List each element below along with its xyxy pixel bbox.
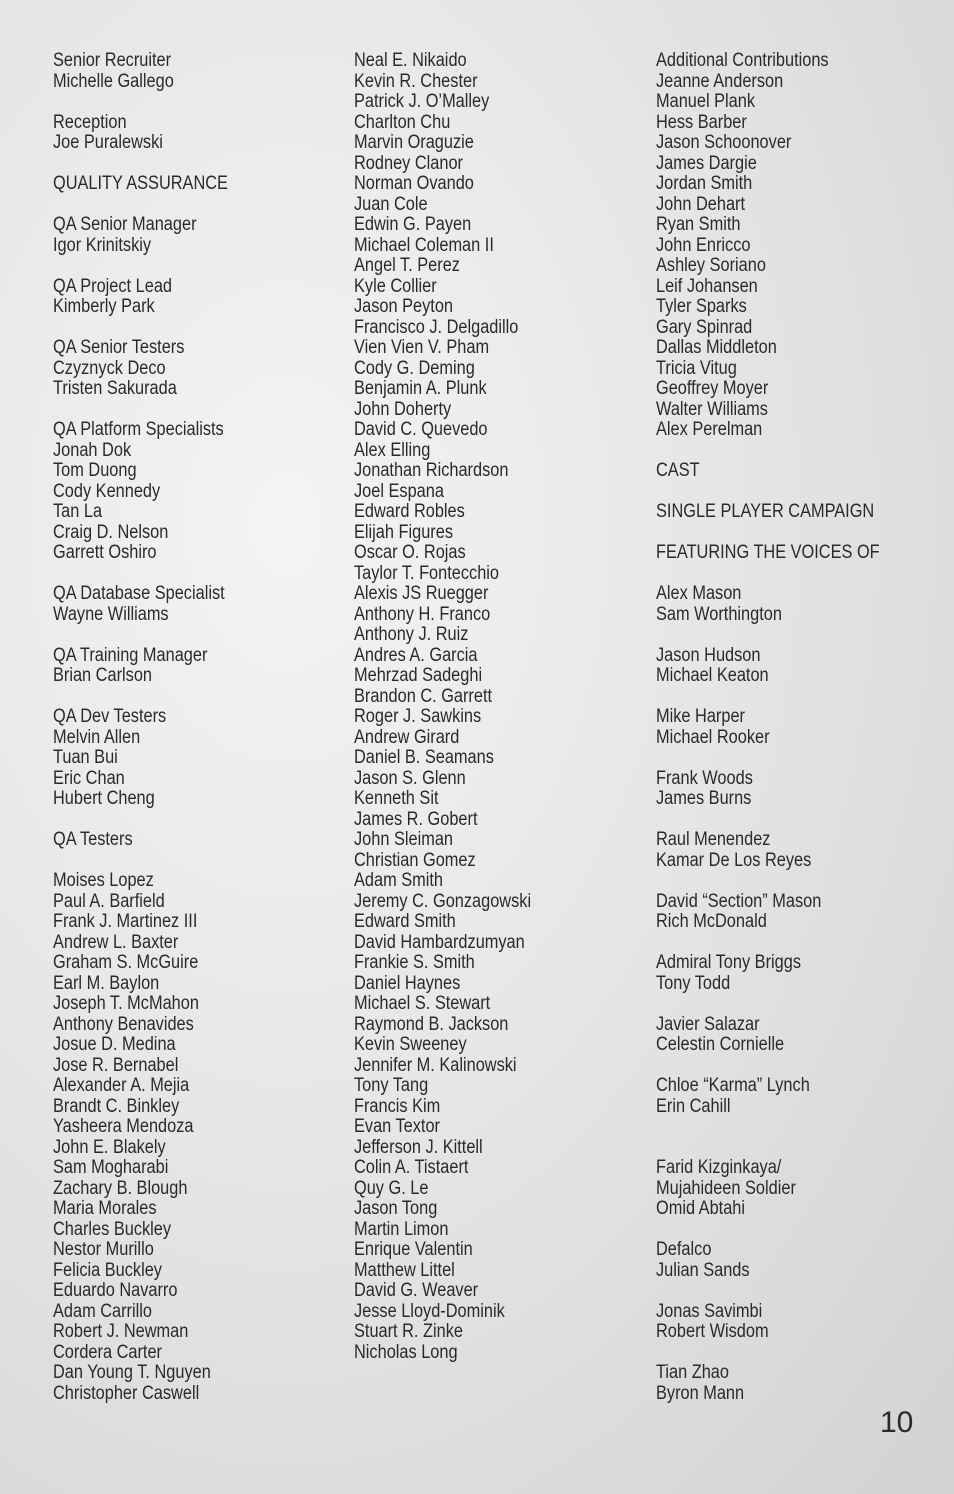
section-heading: QUALITY ASSURANCE bbox=[53, 173, 228, 194]
credit-line: Colin A. Tistaert bbox=[354, 1157, 469, 1178]
credit-line: Brian Carlson bbox=[53, 665, 152, 686]
credit-line: Frank J. Martinez III bbox=[53, 911, 198, 932]
credit-line: David Hambardzumyan bbox=[354, 931, 525, 953]
credit-line: James Dargie bbox=[656, 152, 757, 174]
credit-line: Tricia Vitug bbox=[656, 357, 737, 379]
spacer bbox=[656, 1343, 916, 1364]
credit-line: Norman Ovando bbox=[354, 173, 474, 194]
credit-line: Daniel Haynes bbox=[354, 972, 461, 994]
credit-line: Tony Todd bbox=[656, 972, 731, 994]
credit-line: Javier Salazar bbox=[656, 1013, 760, 1035]
credit-line: Brandt C. Binkley bbox=[53, 1095, 180, 1117]
credit-line: Anthony Benavides bbox=[53, 1013, 194, 1035]
credit-line: Eric Chan bbox=[53, 767, 125, 789]
credit-line: Zachary B. Blough bbox=[53, 1177, 188, 1199]
credit-line: Edward Smith bbox=[354, 911, 456, 932]
credit-line: James Burns bbox=[656, 788, 752, 809]
credit-line: Jason Schoonover bbox=[656, 132, 792, 153]
credit-line: Raul Menendez bbox=[656, 829, 771, 850]
spacer bbox=[656, 933, 916, 954]
credit-line: Taylor T. Fontecchio bbox=[354, 562, 500, 584]
credit-line: Anthony H. Franco bbox=[354, 603, 491, 625]
credit-line: Marvin Oraguzie bbox=[354, 132, 474, 153]
credit-line: Cordera Carter bbox=[53, 1341, 162, 1363]
spacer bbox=[656, 1056, 916, 1077]
credit-line: Kevin Sweeney bbox=[354, 1034, 467, 1055]
credit-line: Tyler Sparks bbox=[656, 296, 747, 317]
credit-line: Earl M. Baylon bbox=[53, 972, 160, 994]
credit-line: Alex Perelman bbox=[656, 419, 763, 440]
credit-line: Walter Williams bbox=[656, 398, 768, 420]
credit-line: Adam Smith bbox=[354, 870, 443, 891]
credit-line: Eduardo Navarro bbox=[53, 1280, 178, 1301]
credit-line: Igor Krinitskiy bbox=[53, 234, 152, 256]
credit-line: Michael Keaton bbox=[656, 665, 769, 686]
credit-line: Chloe “Karma” Lynch bbox=[656, 1075, 810, 1096]
credits-column-3 bbox=[656, 51, 916, 1404]
credit-line: Quy G. Le bbox=[354, 1177, 429, 1199]
credit-line: Graham S. McGuire bbox=[53, 952, 199, 973]
credit-line: Jonah Dok bbox=[53, 439, 132, 461]
spacer bbox=[656, 810, 916, 831]
spacer bbox=[53, 625, 256, 646]
credit-line: QA Training Manager bbox=[53, 644, 208, 666]
credit-line: Hess Barber bbox=[656, 111, 747, 133]
credit-line: Senior Recruiter bbox=[53, 50, 172, 71]
credit-line: Enrique Valentin bbox=[354, 1239, 473, 1260]
section-heading: CAST bbox=[656, 460, 700, 481]
spacer bbox=[53, 154, 256, 175]
credit-line: QA Platform Specialists bbox=[53, 419, 224, 440]
spacer bbox=[656, 748, 916, 769]
credit-line: Tan La bbox=[53, 501, 103, 522]
credit-line: Manuel Plank bbox=[656, 91, 756, 112]
spacer bbox=[656, 1117, 916, 1138]
credits-column-1 bbox=[53, 51, 256, 1404]
credit-line: Rich McDonald bbox=[656, 911, 767, 932]
credit-line: Jonas Savimbi bbox=[656, 1300, 763, 1322]
credit-line: Tom Duong bbox=[53, 460, 137, 481]
credit-line: Additional Contributions bbox=[656, 50, 829, 71]
credit-line: Reception bbox=[53, 111, 127, 133]
credit-line: Frankie S. Smith bbox=[354, 952, 475, 973]
spacer bbox=[656, 687, 916, 708]
credit-line: QA Senior Manager bbox=[53, 214, 197, 235]
credit-line: QA Testers bbox=[53, 829, 133, 850]
credit-line: Felicia Buckley bbox=[53, 1259, 162, 1281]
credit-line: Elijah Figures bbox=[354, 521, 453, 543]
credit-line: Jeanne Anderson bbox=[656, 70, 784, 92]
credit-line: Juan Cole bbox=[354, 193, 428, 215]
credit-line: Mike Harper bbox=[656, 706, 745, 727]
credit-line: Jonathan Richardson bbox=[354, 460, 509, 481]
credit-line: Joel Espana bbox=[354, 480, 444, 502]
credit-line: Nestor Murillo bbox=[53, 1239, 154, 1260]
spacer bbox=[53, 195, 256, 216]
credit-line: Jason Tong bbox=[354, 1198, 438, 1219]
spacer bbox=[656, 1281, 916, 1302]
credit-line: Alex Elling bbox=[354, 439, 431, 461]
credit-line: Geoffrey Moyer bbox=[656, 378, 769, 399]
credit-line: Ryan Smith bbox=[656, 214, 741, 235]
spacer bbox=[656, 523, 916, 544]
credit-line: Andres A. Garcia bbox=[354, 644, 478, 666]
credit-line: Jason S. Glenn bbox=[354, 767, 466, 789]
spacer bbox=[53, 400, 256, 421]
credit-line: David G. Weaver bbox=[354, 1280, 479, 1301]
section-heading: SINGLE PLAYER CAMPAIGN bbox=[656, 501, 875, 522]
credit-line: Garrett Oshiro bbox=[53, 542, 157, 563]
spacer bbox=[656, 994, 916, 1015]
credit-line: Julian Sands bbox=[656, 1259, 750, 1281]
credit-line: Jeremy C. Gonzagowski bbox=[354, 890, 532, 912]
credit-line: Joe Puralewski bbox=[53, 132, 163, 153]
credit-line: Jose R. Bernabel bbox=[53, 1054, 179, 1076]
credit-line: QA Project Lead bbox=[53, 275, 173, 297]
credit-line: John Enricco bbox=[656, 234, 751, 256]
credit-line: Yasheera Mendoza bbox=[53, 1116, 194, 1137]
credit-line: Paul A. Barfield bbox=[53, 890, 165, 912]
credit-line: QA Dev Testers bbox=[53, 706, 167, 727]
credit-line: Josue D. Medina bbox=[53, 1034, 176, 1055]
credit-line: Joseph T. McMahon bbox=[53, 993, 199, 1014]
credit-line: Raymond B. Jackson bbox=[354, 1013, 509, 1035]
credit-line: Evan Textor bbox=[354, 1116, 440, 1137]
credit-line: Frank Woods bbox=[656, 767, 753, 789]
credit-line: Jennifer M. Kalinowski bbox=[354, 1054, 517, 1076]
credit-line: Jesse Lloyd-Dominik bbox=[354, 1300, 505, 1322]
credit-line: Patrick J. O’Malley bbox=[354, 91, 490, 112]
credit-line: Edwin G. Payen bbox=[354, 214, 472, 235]
credit-line: Craig D. Nelson bbox=[53, 521, 169, 543]
credit-line: Christopher Caswell bbox=[53, 1382, 200, 1404]
credit-line: Leif Johansen bbox=[656, 275, 758, 297]
spacer bbox=[53, 687, 256, 708]
credit-line: Ashley Soriano bbox=[656, 255, 766, 276]
credit-line: Jordan Smith bbox=[656, 173, 753, 194]
credit-line: Sam Worthington bbox=[656, 603, 782, 625]
credit-line: Czyznyck Deco bbox=[53, 357, 166, 379]
credit-line: Jason Hudson bbox=[656, 644, 761, 666]
credit-line: Michelle Gallego bbox=[53, 70, 174, 92]
spacer bbox=[656, 1138, 916, 1159]
credit-line: Maria Morales bbox=[53, 1198, 157, 1219]
credit-line: John Dehart bbox=[656, 193, 746, 215]
credit-line: Omid Abtahi bbox=[656, 1198, 746, 1219]
credit-line: Kenneth Sit bbox=[354, 788, 439, 809]
credit-line: Neal E. Nikaido bbox=[354, 50, 467, 71]
credit-line: Francisco J. Delgadillo bbox=[354, 316, 519, 338]
credit-line: John E. Blakely bbox=[53, 1136, 166, 1158]
credit-line: Alex Mason bbox=[656, 583, 742, 604]
credit-line: Stuart R. Zinke bbox=[354, 1321, 463, 1342]
spacer bbox=[656, 1220, 916, 1241]
credit-line: Edward Robles bbox=[354, 501, 465, 522]
credit-line: John Sleiman bbox=[354, 829, 454, 850]
spacer bbox=[656, 482, 916, 503]
credit-line: Michael Coleman II bbox=[354, 234, 494, 256]
credit-line: Mujahideen Soldier bbox=[656, 1177, 796, 1199]
credit-line: Kamar De Los Reyes bbox=[656, 849, 812, 871]
credit-line: Erin Cahill bbox=[656, 1095, 731, 1117]
credit-line: Tristen Sakurada bbox=[53, 378, 177, 399]
credit-line: Francis Kim bbox=[354, 1095, 441, 1117]
spacer bbox=[53, 851, 256, 872]
credit-line: Michael Rooker bbox=[656, 726, 770, 748]
credit-line: Tony Tang bbox=[354, 1075, 429, 1096]
credit-line: Tuan Bui bbox=[53, 747, 118, 768]
credit-line: Cody Kennedy bbox=[53, 480, 161, 502]
credit-line: Benjamin A. Plunk bbox=[354, 378, 487, 399]
credit-line: Andrew Girard bbox=[354, 726, 460, 748]
credits-column-2 bbox=[354, 51, 560, 1363]
credit-line: Hubert Cheng bbox=[53, 788, 155, 809]
credit-line: Kevin R. Chester bbox=[354, 70, 478, 92]
credit-line: Angel T. Perez bbox=[354, 255, 460, 276]
credit-line: Mehrzad Sadeghi bbox=[354, 665, 483, 686]
credit-line: QA Senior Testers bbox=[53, 337, 185, 358]
spacer bbox=[656, 441, 916, 462]
spacer bbox=[656, 625, 916, 646]
credit-line: Farid Kizginkaya/ bbox=[656, 1157, 782, 1178]
credit-line: Gary Spinrad bbox=[656, 316, 753, 338]
spacer bbox=[53, 810, 256, 831]
spacer bbox=[53, 318, 256, 339]
credit-line: Oscar O. Rojas bbox=[354, 542, 466, 563]
credit-line: Moises Lopez bbox=[53, 870, 154, 891]
credit-line: Charles Buckley bbox=[53, 1218, 172, 1240]
credit-line: Dan Young T. Nguyen bbox=[53, 1362, 211, 1383]
credit-line: Vien Vien V. Pham bbox=[354, 337, 490, 358]
spacer bbox=[53, 256, 256, 277]
credit-line: Anthony J. Ruiz bbox=[354, 624, 469, 645]
credit-line: QA Database Specialist bbox=[53, 583, 225, 604]
credit-line: Byron Mann bbox=[656, 1382, 745, 1404]
credit-line: James R. Gobert bbox=[354, 808, 478, 830]
credit-line: Defalco bbox=[656, 1239, 712, 1260]
credit-line: John Doherty bbox=[354, 398, 452, 420]
spacer bbox=[53, 92, 256, 113]
spacer bbox=[656, 564, 916, 585]
credit-line: Robert Wisdom bbox=[656, 1321, 769, 1342]
credit-line: Kyle Collier bbox=[354, 275, 437, 297]
credit-line: Tian Zhao bbox=[656, 1362, 729, 1383]
credit-line: Matthew Littel bbox=[354, 1259, 455, 1281]
credit-line: Martin Limon bbox=[354, 1218, 449, 1240]
spacer bbox=[656, 871, 916, 892]
page-number: 10 bbox=[880, 1406, 914, 1439]
credit-line: Charlton Chu bbox=[354, 111, 451, 133]
credit-line: David “Section” Mason bbox=[656, 890, 822, 912]
credit-line: Roger J. Sawkins bbox=[354, 706, 482, 727]
credit-line: Rodney Clanor bbox=[354, 152, 464, 174]
credit-line: Alexander A. Mejia bbox=[53, 1075, 190, 1096]
credit-line: Dallas Middleton bbox=[656, 337, 777, 358]
credit-line: Michael S. Stewart bbox=[354, 993, 491, 1014]
credit-line: Andrew L. Baxter bbox=[53, 931, 179, 953]
credit-line: Alexis JS Ruegger bbox=[354, 583, 489, 604]
spacer bbox=[53, 564, 256, 585]
credit-line: Jason Peyton bbox=[354, 296, 454, 317]
credit-line: Sam Mogharabi bbox=[53, 1157, 169, 1178]
credit-line: Adam Carrillo bbox=[53, 1300, 152, 1322]
credit-line: Jefferson J. Kittell bbox=[354, 1136, 483, 1158]
credit-line: Melvin Allen bbox=[53, 726, 141, 748]
credit-line: David C. Quevedo bbox=[354, 419, 488, 440]
credit-line: Admiral Tony Briggs bbox=[656, 952, 802, 973]
credit-line: Wayne Williams bbox=[53, 603, 169, 625]
credit-line: Christian Gomez bbox=[354, 849, 476, 871]
credit-line: Nicholas Long bbox=[354, 1341, 458, 1363]
section-heading: FEATURING THE VOICES OF bbox=[656, 542, 880, 563]
credit-line: Celestin Cornielle bbox=[656, 1034, 785, 1055]
credit-line: Brandon C. Garrett bbox=[354, 685, 493, 707]
credit-line: Cody G. Deming bbox=[354, 357, 475, 379]
credit-line: Kimberly Park bbox=[53, 296, 155, 317]
credit-line: Robert J. Newman bbox=[53, 1321, 189, 1342]
credit-line: Daniel B. Seamans bbox=[354, 747, 494, 768]
